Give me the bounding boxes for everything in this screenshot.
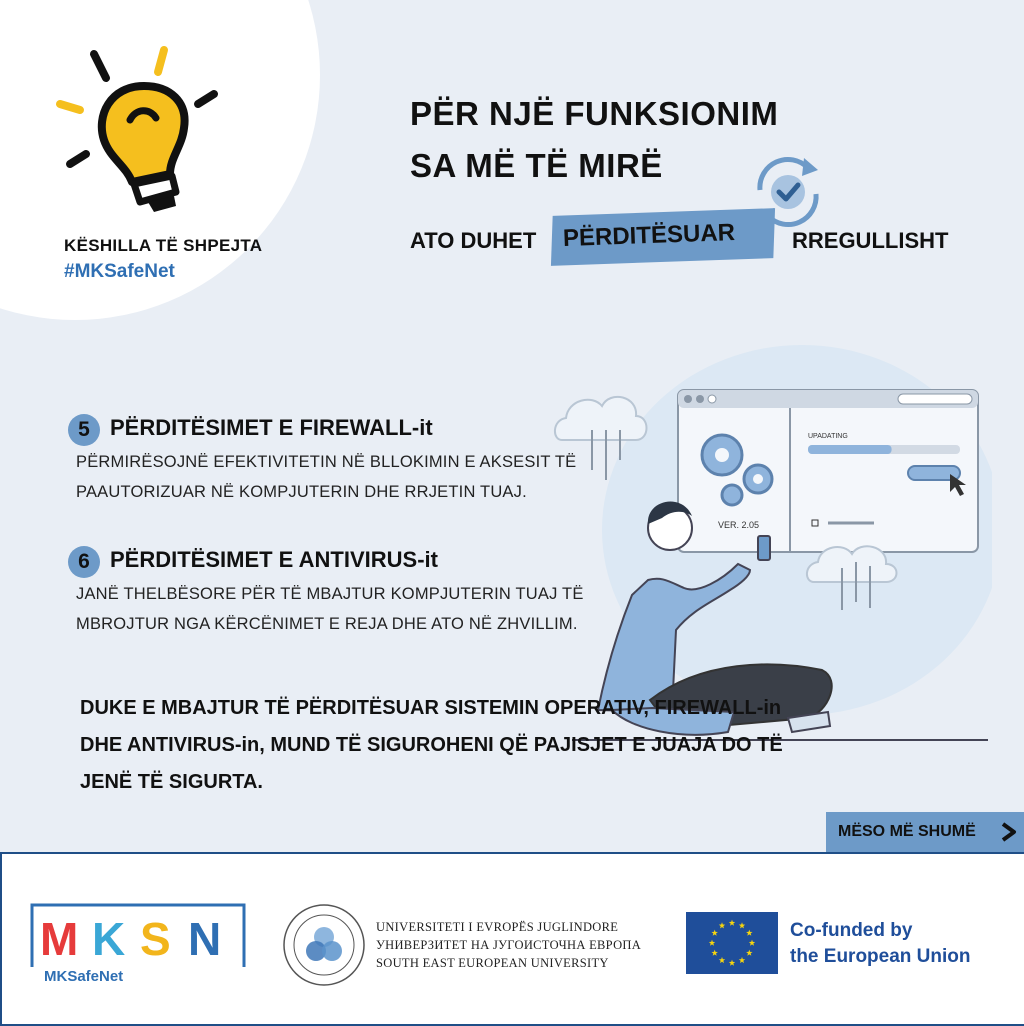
conclusion-line-1: DUKE E MBAJTUR TË PËRDITËSUAR SISTEMIN OPERATIV, FIREWALL-in bbox=[80, 697, 782, 719]
version-label: VER. 2.05 bbox=[718, 520, 760, 530]
quick-tips-label: KËSHILLA TË SHPEJTA bbox=[64, 236, 263, 255]
subline-start: ATO DUHET bbox=[410, 228, 537, 253]
lightbulb-icon bbox=[52, 42, 232, 222]
section-5-line-1: PËRMIRËSOJNË EFEKTIVITETIN NË BLLOKIMIN E AKSESIT TË bbox=[76, 453, 577, 471]
section-6-body bbox=[76, 579, 584, 639]
university-seal-icon bbox=[282, 903, 366, 987]
mksn-name: MKSafeNet bbox=[44, 968, 124, 985]
eu-line-2: the European Union bbox=[790, 946, 971, 967]
section-5-line-2: PAAUTORIZUAR NË KOMPJUTERIN DHE RRJETIN TUAJ. bbox=[76, 483, 527, 501]
section-5-number: 5 bbox=[68, 414, 100, 446]
section-6-number: 6 bbox=[68, 546, 100, 578]
section-5-title: PËRDITËSIMET E FIREWALL-it bbox=[110, 415, 433, 440]
hashtag: #MKSafeNet bbox=[64, 261, 175, 282]
chevron-right-icon[interactable] bbox=[1000, 822, 1018, 842]
badge-text: PËRDITËSUAR bbox=[562, 219, 736, 252]
section-6-title: PËRDITËSIMET E ANTIVIRUS-it bbox=[110, 547, 438, 572]
headline bbox=[410, 88, 778, 192]
conclusion-line-3: JENË TË SIGURTA. bbox=[80, 771, 263, 793]
learn-more-label[interactable]: MËSO MË SHUMË bbox=[838, 823, 976, 840]
subline-end: RREGULLISHT bbox=[792, 228, 949, 253]
mksn-letter-s: S bbox=[140, 913, 171, 965]
eu-flag-icon bbox=[686, 912, 778, 974]
mksn-letter-n: N bbox=[188, 913, 222, 965]
headline-line-1: PËR NJË FUNKSIONIM bbox=[410, 95, 779, 132]
eu-line-1: Co-funded by bbox=[790, 920, 913, 941]
progress-label: UPADATING bbox=[808, 433, 848, 440]
headline-line-2: SA MË TË MIRË bbox=[410, 147, 663, 184]
university-line-3: SOUTH EAST EUROPEAN UNIVERSITY bbox=[376, 956, 609, 970]
section-6-line-2: MBROJTUR NGA KËRCËNIMET E REJA DHE ATO NË ZHVILLIM. bbox=[76, 615, 578, 633]
progress-bar-fill bbox=[808, 445, 892, 454]
eu-cofunded-text bbox=[790, 918, 971, 970]
mksn-letter-m: M bbox=[40, 913, 79, 965]
section-5-body bbox=[76, 447, 576, 507]
section-6-line-1: JANË THELBËSORE PËR TË MBAJTUR KOMPJUTERIN TUAJ TË bbox=[76, 585, 584, 603]
university-line-1: UNIVERSITETI I EVROPËS JUGLINDORE bbox=[376, 920, 619, 934]
mksn-letter-k: K bbox=[92, 913, 126, 965]
university-line-2: УНИВЕРЗИТЕТ НА ЈУГОИСТОЧНА ЕВРОПА bbox=[376, 938, 642, 952]
conclusion bbox=[80, 690, 783, 801]
conclusion-line-2: DHE ANTIVIRUS-in, MUND TË SIGUROHENI QË PAJISJET E JUAJA DO TË bbox=[80, 734, 783, 756]
university-name bbox=[376, 918, 641, 972]
